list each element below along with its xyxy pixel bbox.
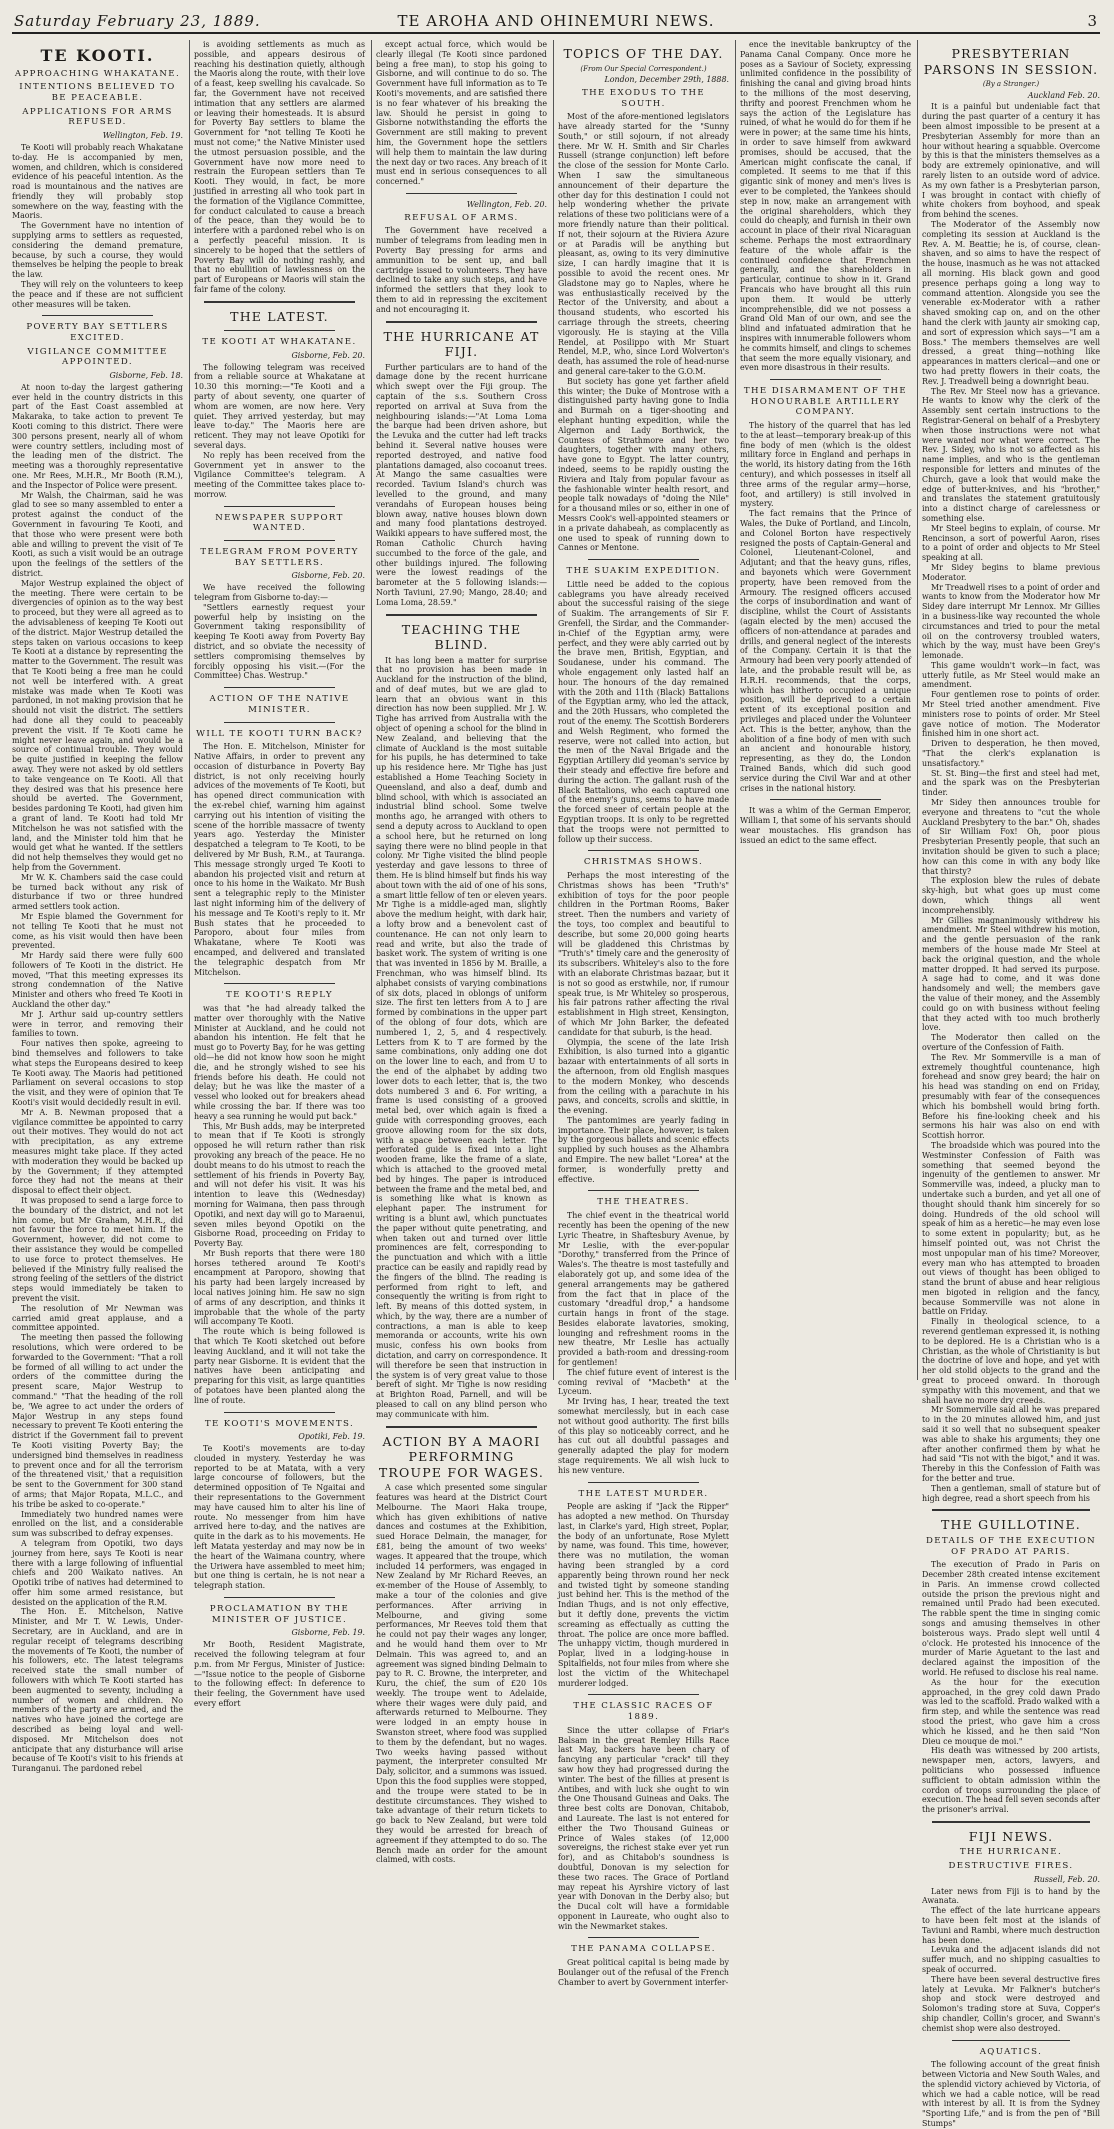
- column-4: [558, 40, 729, 1987]
- subheading: TE KOOTI'S MOVEMENTS.: [204, 1418, 355, 1429]
- subheading: THE DISARMAMENT OF THE HONOURABLE ARTILLERY COMPANY.: [743, 386, 908, 418]
- subheading: TE KOOTI AT WHAKATANE.: [202, 337, 357, 348]
- subheading: THE SUAKIM EXPEDITION.: [566, 566, 721, 577]
- dateline: Wellington, Feb. 20.: [466, 199, 547, 209]
- subheading: WILL TE KOOTI TURN BACK?: [196, 728, 363, 739]
- paragraph: The following telegram was received from a reliable source at Whakatane at 10.30 this morning:—"Te Kooti and a party of about seventy, one quarter of whom are women, are now here. Very quiet. They arrived yesterday, but may leave to-day." The Maoris here are reticent. They may not leave Opotiki for several days.: [194, 362, 365, 451]
- paragraph: Mr Espie blamed the Government for not telling Te Kooti that he must not come, as his visit would then have been prevented.: [12, 911, 183, 951]
- subheading: TE KOOTI'S REPLY: [226, 990, 333, 1001]
- paragraph: Olympia, the scene of the late Irish Exhibition, is also turned into a gigantic bazaar with entertainments of all sorts in the afternoon, from old English masques to the modern Monkey, who descends from the ceiling with a parachute in his paws, and conceits, scrolls and skittle, in the evening.: [558, 1037, 729, 1116]
- paragraph: The Rev. Mr Steel now has a grievance. He wants to know why the clerk of the Assembly sent certain instructions to the Registrar-General on behalf of a Presbytery when those instructions were not what were wanted nor what were correct. The Rev. J. Sidey, who is not so affected as his name implies, and who is the gentleman responsible for letters and minutes of the Church, gave a look that would make the edge of butter-knives, and his "brother," and translates the statement gratuitously into a distinct charge of carelessness or something else.: [922, 386, 1100, 523]
- section-divider: [932, 1821, 1090, 1823]
- paragraph: It was a whim of the German Emperor, William I, that some of his servants should wear moustaches. His grandson has issued an edict to the same effect.: [740, 806, 911, 845]
- section-divider: [386, 614, 537, 616]
- paragraph: Mr J. Arthur said up-country settlers were in terror, and removing their families to town.: [12, 1009, 183, 1039]
- paragraph: Perhaps the most interesting of the Christmas shows has been "Truth's" exhibition of toys for the poor people children in the Portman Rooms, Baker street. Then the numbers and variety of the toys, too complex and beautiful to describe, but some 20,000 going hearts will be gladdened this Christmas by "Truth's" timely care and the generosity of its subscribers. Whiteley's also to the fore with an elaborate Christmas bazaar, but it is not so good as erstwhile, nor, if rumour speak true, is Mr Whiteley so prosperous, his fair patrons rather affecting the rival establishment in High street, Kensington, of which Mr John Barker, the defeated candidate for that suburb, is the head.: [558, 870, 729, 1037]
- subheading: CHRISTMAS SHOWS.: [583, 857, 704, 868]
- article-headline: THE LATEST.: [230, 308, 329, 324]
- paragraph: was that "he had already talked the matter over thoroughly with the Native Minister at Auckland, and he could not abandon his intention. He felt that he must go to Poverty Bay, for he was getting old—he did not know how soon he might die, and he strongly wished to see his friends before his death. He could not delay; but he was like the master of a vessel who looked out for breakers ahead while crossing the bar. If there was too heavy a sea running he would put back.": [194, 1003, 365, 1121]
- subheading: DESTRUCTIVE FIRES.: [948, 1861, 1074, 1872]
- paragraph: Mr Steel begins to explain, of course. Mr Rencinson, a sort of powerful Aaron, rises to a point of order and objects to Mr Steel speaking at all.: [922, 523, 1100, 563]
- section-divider: [588, 1190, 699, 1191]
- paragraph: except actual force, which would be clearly illegal (Te Kooti since pardoned being a free man), to stop his going to Gisborne, and will continue to do so. The Government have full information as to Te Kooti's movements, and are satisfied there is no fear whatever of his breaking the law. Should he persist in going to Gisborne notwithstanding the efforts the Government are still making to prevent him, the Government hope the settlers will help them to maintain the law during the next day or two races. Any breach of it must end in serious consequences to all concerned.": [376, 40, 547, 187]
- paragraph: Mr Bush reports that there were 180 horses tethered around Te Kooti's encampment at Paroporo, showing that his party had been largely increased by local natives joining him. He saw no sign of arms of any description, and thinks it improbable that the whole of the party will accompany Te Kooti.: [194, 1248, 365, 1327]
- dateline: Russell, Feb. 20.: [1033, 1874, 1100, 1884]
- paragraph: Mr Sidey begins to blame previous Moderator.: [922, 562, 1100, 582]
- column-5: [740, 40, 911, 1380]
- paragraph: But society has gone yet farther afield this winter; the Duke of Montrose with a distinguished party having gone to India and Burmah on a tiger-shooting and elephant hunting expedition, while the Algernon and Lady Borthwick, the Countess of Strathmore and her two daughters, together with many others, have gone to Egypt. The latter country, indeed, seems to be rapidly ousting the Riviera and Italy from popular favour as the fashionable winter health resort, and people talk nowadays of "doing the Nile" for a thousand miles or so, either in one of Messrs Cook's well-appointed steamers or in a private dahabeah, as complacently as one used to speak of running down to Cannes or Mentone.: [558, 376, 729, 553]
- subheading: ACTION OF THE NATIVE MINISTER.: [209, 694, 350, 715]
- section-divider: [204, 301, 355, 303]
- paragraph: The Hon. E. Mitchelson, Minister for Native Affairs, in order to prevent any occasion of disturbance in Poverty Bay district, is not only receiving hourly advices of the movements of Te Kooti, but has opened direct communication with the ex-rebel chief, warning him against carrying out his intention of visiting the scene of the horrible massacre of twenty years ago. Yesterday the Minister despatched a telegram to Te Kooti, to be delivered by Mr Bush, R.M., at Tauranga. This message strongly urged Te Kooti to abandon his projected visit and return at once to his home in the Waikato. Mr Bush sent a telegraphic reply to the Minister last night informing him of the delivery of his message and Te Kooti's reply to it. Mr Bush states that he proceeded to Paroporo, about four miles from Whakatane, where Te Kooti was encamped, and delivered and translated the telegraphic despatch from Mr Mitchelson.: [194, 742, 365, 977]
- article-headline: FIJI NEWS.: [968, 1828, 1054, 1844]
- section-divider: [224, 506, 335, 507]
- paragraph: The explosion blew the rules of debate sky-high, but what goes up must come down, which things all went incomprehensibly.: [922, 876, 1100, 915]
- paragraph: Mr Hardy said there were fully 600 followers of Te Kooti in the district. He moved, "That this meeting expresses its strong condemnation of the Native Minister and others who freed Te Kooti in Auckland the other day.": [12, 951, 183, 1010]
- dateline: Wellington, Feb. 19.: [102, 131, 183, 141]
- subheading: THE THEATRES.: [597, 1197, 690, 1208]
- byline: (From Our Special Correspondent.): [580, 64, 707, 73]
- paragraph: Then a gentleman, small of stature but of high degree, read a short speech from his: [922, 1483, 1100, 1503]
- paragraph: The resolution of Mr Newman was carried amid great applause, and a committee appointed.: [12, 1303, 183, 1333]
- dateline: Gisborne, Feb. 20.: [291, 571, 365, 581]
- page-header: [12, 10, 1100, 34]
- paragraph: It has long been a matter for surprise that no provision has been made in Auckland for the instruction of the blind, and of deaf mutes, but we are glad to learn that an obvious want in this direction has now been supplied. Mr J. W. Tighe has arrived from Australia with the object of opening a school for the blind in New Zealand, and believing that the climate of Auckland is the most suitable for his pupils, he has determined to take up his residence here. Mr Tighe has just established a Home Teaching Society in Queensland, and also a deaf, dumb and blind school, with which is associated an industrial blind school. Some twelve months ago, he arranged with others to send a deputy across to Auckland to open a school here, but he returned on long saying there were no blind people in that colony. Mr Tighe visited the blind people yesterday and gave lessons to three of them. He is blind himself but finds his way about town with the aid of one of his sons, a smart little fellow of ten or eleven years. Mr Tighe is a middle-aged man, slightly above the medium height, with dark hair, a lofty brow and a benevolent cast of countenance. He can not only learn to read and write, but also the trade of basket work. The system of writing is one that was invented in 1856 by M. Braille, a Frenchman, who was himself blind. Its alphabet consists of varying combinations of six dots, placed in oblongs of uniform size. The first ten letters from A to J are formed by combinations in the upper part of the oblong of four dots, which are numbered 1, 2, 5, and 4 respectively. Letters from K to T are formed by the same combinations, only adding one dot on the lower line to each, and from U to the end of the alphabet by adding two lower dots to each letter, that is, the two dots numbered 3 and 6. For writing, a frame is used consisting of a grooved metal bed, over which again is fixed a guide with corresponding grooves, each groove allowing room for the six dots, with a space between each letter. The perforated guide is fixed into a light wooden frame, like the frame of a slate, which is attached to the grooved metal bed by hinges. The paper is introduced between the frame and the metal bed, and is something like what is known as elephant paper. The instrument for writing is a blunt awl, which punctuates the paper without quite penetrating, and when taken out and turned over little prominences are felt, corresponding to the punctuation and which with a little practice can be easily and rapidly read by the fingers of the blind. The reading is performed from right to left, and consequently the writing is from right to left. By means of this dotted system, in which, by the way, there are a number of contractions, a man is able to keep memoranda or accounts, write his own music, confess his own books from dictation, and carry on correspondence. It will therefore be seen that instruction in the system is of very great value to those bereft of sight. Mr Tighe is now residing at Brighton Road, Parnell, and will be pleased to call on any blind person who may communicate with him.: [376, 655, 547, 1419]
- paragraph: Driven to desperation, he then moved, "That the clerk's explanation is unsatisfactory.": [922, 739, 1100, 768]
- section-divider: [386, 321, 537, 323]
- subheading: DETAILS OF THE EXECUTION OF PRADO AT PARIS.: [925, 1535, 1097, 1557]
- paragraph: The following account of the great finish between Victoria and New South Wales, and the splendid victory achieved by Victoria, of which we had a cable notice, will be read with interest by all. It is from the Sydney "Sporting Life," and is from the pen of "Bill Stumps": [922, 2060, 1100, 2128]
- section-divider: [224, 330, 335, 331]
- article-headline: THE GUILLOTINE.: [941, 1517, 1081, 1533]
- paragraph: The Moderator then called on the overture of the Confession of Faith.: [922, 1033, 1100, 1052]
- dateline: Gisborne, Feb. 18.: [109, 371, 183, 381]
- paragraph: Mr W. K. Chambers said the case could be turned back without any risk of disturbance if two or three hundred armed settlers took action.: [12, 872, 183, 912]
- section-divider: [386, 1426, 537, 1428]
- subheading: APPLICATIONS FOR ARMS REFUSED.: [22, 106, 173, 128]
- paragraph: We have received the following telegram from Gisborne to-day:—: [194, 583, 365, 603]
- subheading: APPROACHING WHAKATANE.: [14, 68, 181, 79]
- section-divider: [224, 983, 335, 984]
- paragraph: Great political capital is being made by Boulanger out of the refusal of the French Chamber to avert by Government interfer-: [558, 1958, 729, 1987]
- article-headline: TE KOOTI.: [40, 46, 155, 65]
- subheading: PROCLAMATION BY THE MINISTER OF JUSTICE.: [209, 1604, 350, 1625]
- column-rule: [735, 40, 736, 1380]
- paragraph: The chief future event of interest is the coming revival of "Macbeth" at the Lyceum.: [558, 1367, 729, 1397]
- paragraph: His death was witnessed by 200 artists, newspaper men, actors, lawyers, and politicians who possessed influence sufficient to obtain admission within the cordon of troops surrounding the place of execution. The head fell seven seconds after the prisoner's arrival.: [922, 1746, 1100, 1815]
- subheading: AQUATICS.: [979, 2046, 1043, 2057]
- subheading: VIGILANCE COMMITTEE APPOINTED.: [27, 346, 168, 368]
- column-rule: [189, 40, 190, 1380]
- section-divider: [588, 559, 699, 560]
- section-divider: [588, 850, 699, 851]
- paragraph: The Hon. E. Mitchelson, Native Minister, and Mr T. W. Lewis, Under-Secretary, are in Auckland, and are in regular receipt of telegrams describing the movements of Te Kooti, the number of his followers, etc. The latest telegrams received state the small number of followers with which Te Kooti started has been augmented to seventy, including a number of women and children. No members of the party are armed, and the natives who have joined the cortege are described as being loyal and well-disposed. Mr Mitchelson does not anticipate that any disturbance will arise because of Te Kooti's visit to his friends at Turanganui. The pardoned rebel: [12, 1607, 183, 1774]
- paragraph: A case which presented some singular features was heard at the District Court Melbourne. The Maori Haka troupe, which has given exhibitions of native dances and costumes at the Exhibition, sued Horace Delmain, the manager, for £81, being the amount of two weeks' wages. It appeared that the troupe, which included 14 performers, was engaged in New Zealand by Mr Richard Reeves, an ex-member of the House of Assembly, to make a tour of the colonies and give performances. After arriving in Melbourne, and giving some performances, Mr Reeves told them that he could not pay their wages any longer, and he would hand them over to Mr Delmain. This was agreed to, and an agreement was signed binding Delmain to pay to R. C. Browne, the interpreter, and Kuru, the chief, the sum of £20 10s weekly. The troupe went to Adelaide, where their wages were duly paid, and afterwards returned to Melbourne. They were lodged in an empty house in Swanston street, where food was supplied to them by the defendant, but no wages. Two weeks having passed without payment, the interpreter consulted Mr Daly, solicitor, and a summons was issued. Upon this the food supplies were stopped, and the troupe were stated to be in destitute circumstances. They wished to take advantage of their return tickets to go back to New Zealand, but were told they would be arrested for breach of agreement if they attempted to do so. The Bench made an order for the amount claimed, with costs.: [376, 1483, 547, 1865]
- article-headline: TEACHING THE BLIND.: [401, 621, 522, 652]
- paragraph: No reply has been received from the Government yet in answer to the Vigilance Committee's telegram. A meeting of the Committee takes place to-morrow.: [194, 450, 365, 500]
- paragraph: Four natives then spoke, agreeing to bind themselves and followers to take what steps the Europeans desired to keep Te Kooti away. The Maoris had petitioned Parliament on several occasions to stop the visit, and they were of opinion that Te Kooti's visit would decidedly result in evil.: [12, 1039, 183, 1108]
- section-divider: [224, 722, 335, 723]
- byline: (By a Stranger.): [982, 80, 1040, 88]
- column-3: [376, 40, 547, 1865]
- paragraph: Since the utter collapse of Friar's Balsam in the great Remley Hills Race last May, backers have been chary of fancying any particular "crack" till they saw how they had progressed during the winter. The best of the fillies at present is Antibes, and with luck she ought to win the One Thousand Guineas and Oaks. The three best colts are Donovan, Chitabob, and Laureate. The last is not entered for either the Two Thousand Guineas or Prince of Wales stakes (of 12,000 sovereigns, the richest stake ever yet run for), and as Chitabob's soundness is doubtful, Donovan is my selection for these two races. The Grace of Portland may repeat his Ayrshire victory of last year with Donovan in the Derby also; but the Ducal colt will have a formidable opponent in Laureate, who ought also to win the Newmarket stakes.: [558, 1725, 729, 1931]
- paragraph: The execution of Prado in Paris on December 28th created intense excitement in Paris. An immense crowd collected outside the prison the previous night and remained until Prado had been executed. The rabble spent the time in singing comic songs and amusing themselves in other boisterous ways. Prado slept well until 4 o'clock. He protested his innocence of the murder of Marie Aguetant to the last and declared against the imposition of the world. He refused to disclose his real name.: [922, 1560, 1100, 1677]
- header-masthead: TE AROHA AND OHINEMURI NEWS.: [397, 12, 715, 30]
- dateline: London, December 29th, 1888.: [604, 75, 729, 85]
- section-divider: [932, 1509, 1090, 1511]
- section-divider: [406, 193, 517, 194]
- subheading: REFUSAL OF ARMS.: [404, 212, 519, 223]
- paragraph: Mr Sidey then announces trouble for everyone and threatens to "cut the whole Auckland Presbytery to the bar." Oh, shades of Sir William Fox! Oh, poor pious Presbyterian Presently people, that such an invitation should be given to such a place; how can this come in with any body like that thirsty?: [922, 798, 1100, 876]
- paragraph: This game wouldn't work—in fact, was utterly futile, as Mr Steel would make an amendment.: [922, 660, 1100, 690]
- dateline: Opotiki, Feb. 19.: [298, 1432, 365, 1442]
- paragraph: Mr Walsh, the Chairman, said he was glad to see so many assembled to enter a protest against the conduct of the Government in favouring Te Kooti, and that those who were present were both able and willing to prevent the visit of Te Kooti, as such a visit would be an outrage upon the feelings of the settlers of the district.: [12, 490, 183, 579]
- paragraph: The Rev. Mr Sommerville is a man of extremely thoughtful countenance, high forehead and snow grey beard; the hair on his head was standing on end on Friday, presumably with fear of the consequences which his bombshell would bring forth. Before his fine-looking cheek and his sermons his hair was also on end with Scottish horror.: [922, 1052, 1100, 1141]
- paragraph: is avoiding settlements as much as possible, and appears desirous of reaching his destination quietly, although the Maoris along the route, with their love of a feast, keep swelling his cavalcade. So far, the Government have not received intimation that any settlers are alarmed or leaving their homesteads. It is absurd for Poverty Bay settlers to blame the Government for "not telling Te Kooti he must not come;" the Native Minister used the utmost persuasion possible, and the Government have now more need to restrain the European settlers than Te Kooti. They would, in fact, be more justified in arresting all who took part in the formation of the Vigilance Committee, for conduct calculated to cause a breach of the peace, than they would be to interfere with a pardoned rebel who is on a perfectly peaceful mission. It is sincerely to be hoped that the settlers of Poverty Bay will do nothing rashly, and that no ebullition of lawlessness on the part of Europeans or Maoris will stain the fair fame of the colony.: [194, 40, 365, 294]
- section-divider: [770, 379, 881, 380]
- article-headline: TOPICS OF THE DAY.: [563, 46, 724, 61]
- article-headline: THE HURRICANE AT FIJI.: [383, 328, 540, 360]
- paragraph: As the hour for the execution approached, in the grey cold dawn Prado was led to the scaffold. Prado walked with a firm step, and while the sentence was read stood the priest, who gave him a cross which he kissed, and he then said "Non Dieu ce mouque de moi.": [922, 1677, 1100, 1746]
- column-rule: [917, 40, 918, 1380]
- section-divider: [224, 687, 335, 688]
- paragraph: People are asking if "Jack the Ripper" has adopted a new method. On Thursday last, in Clarke's yard, High street, Poplar, the body of an unfortunate, Rose Mylett by name, was found. This time, however, there was no mutilation, the woman having been strangled by a cord apparently being thrown round her neck and twisted tight by someone standing just behind her. This is the method of the Indian Thugs, and is not only effective, but it deftly done, prevents the victim screaming as effectually as cutting the throat. The police are once more baffled. The unhappy victim, though murdered in Poplar, lived in a lodging-house in Spitalfields, not four miles from where she lost the victim of the Whitechapel murderer lodged.: [558, 1502, 729, 1688]
- paragraph: "Settlers earnestly request your powerful help by insisting on the Government taking responsibility of keeping Te Kooti away from Poverty Bay district, and so obviate the necessity of settlers compromising themselves by forcibly opposing his visit.—(For the Committee) Chas. Westrup.": [194, 602, 365, 681]
- paragraph: The Government have no intention of supplying arms to settlers as requested, considering the demand premature, because, by such a course, they would themselves be helping the people to break the law.: [12, 221, 183, 280]
- paragraph: The route which is being followed is that which Te Kooti sketched out before leaving Auckland, and it will not take the party near Gisborne. It is evident that the natives have been anticipating and preparing for this visit, as large quantities of potatoes have been planted along the line of route.: [194, 1327, 365, 1405]
- column-2: [194, 40, 365, 1708]
- paragraph: The history of the quarrel that has led to the at least—temporary break-up of this fine body of men (which is the oldest military force in England and perhaps in the world, its history dating from the 16th century), and which possesses in itself all three arms of the regular army—horse, foot, and artillery) is still involved in mystery.: [740, 421, 911, 509]
- subheading: THE EXODUS TO THE SOUTH.: [581, 87, 706, 109]
- paragraph: Mr A. B. Newman proposed that a vigilance committee be appointed to carry out their motives. They would do not act with precipitation, as any extreme measures might take place. If they acted with moderation they would be backed up by the Government; if they attempted force they had not the means at their disposal to effect their object.: [12, 1107, 183, 1196]
- paragraph: Most of the afore-mentioned legislators have already started for the "Sunny South," or still sojourn, if not already there. Mr W. H. Smith and Sir Charles Russell (strange conjunction) left before the close of the session for Monte Carlo. When I saw the simultaneous announcement of their departure the other day for this destination I could not help wondering whether the private relations of these two politicians were of a more friendly nature than their political. If not, their sojourn at the Riviera Azure or at Paradis will be anything but pleasant, as, owing to its very diminutive size, I can hardly imagine that it is possible to avoid the recent ones. Mr Gladstone may go to Naples, where he was enthusiastically received by the Rector of the University, and about a thousand students, who escorted his carriage through the streets, cheering vigorously. He is staying at the Villa Rendel, at Posilippo with Mr Stuart Rendel, M.P., who, since Lord Wolverton's death, has assumed the role of head-nurse and general care-taker to the G.O.M.: [558, 112, 729, 376]
- paragraph: The effect of the late hurricane appears to have been felt most at the islands of Taviuni and Rambi, where much destruction has been done.: [922, 1906, 1100, 1945]
- subheading: THE CLASSIC RACES OF 1889.: [573, 1701, 714, 1723]
- subheading: INTENTIONS BELIEVED TO BE PEACEABLE.: [19, 82, 176, 104]
- paragraph: At noon to-day the largest gathering ever held in the country districts in this part of the East Coast assembled at Makaraka, to take action to prevent Te Kooti coming to this district. There were 300 persons present, nearly all of whom were country settlers, including most of the leading men of the district. The meeting was a thoroughly representative one. Mr Rees, M.H.R., Mr Booth (R.M.), and the Inspector of Police were present.: [12, 382, 183, 490]
- section-divider: [224, 1597, 335, 1598]
- dateline: Auckland Feb. 20.: [1027, 90, 1100, 100]
- paragraph: Mr Treadwell rises to a point of order and wants to know from the Moderator how Mr Sidey dare interrupt Mr Lennox. Mr Gillies in a business-like way recounted the whole circumstances and tried to pour the metal oil on the controversy troubled waters, which by the way, must have been Grey's lemonade.: [922, 582, 1100, 661]
- paragraph: Mr Booth, Resident Magistrate, received the following telegram at four p.m. from Mr Fergus, Minister of Justice:—"Issue notice to the people of Gisborne to the following effect: In deference to their feeling, the Government have used every effort: [194, 1640, 365, 1708]
- paragraph: Te Kooti's movements are to-day clouded in mystery. Yesterday he was reported to be at Matata, with a very large concourse of followers, but the determined opposition of Te Ngaitai and their representations to the Government may have caused him to alter his line of route. No messenger from him have arrived here to-day, and the natives are quite in the dark as to his movements. He left Matata yesterday and may now be in the heart of the Waimana country, where the Uriwera have assembled to meet him; but one thing is certain, he is not near a telegraph station.: [194, 1444, 365, 1591]
- paragraph: The chief event in the theatrical world recently has been the opening of the new Lyric Theatre, in Shaftesbury Avenue, by Mr Leslie, with the ever-popular "Dorothy," transferred from the Prince of Wales's. The theatre is most tastefully and elaborately got up, and some idea of the general arrangements may be gathered from the fact that in place of the customary "dreadful drop," a handsome curtain hangs in front of the stage. Besides elaborate lavatories, smoking, lounging and refreshment rooms in the new theatre, Mr Leslie has actually provided a bath-room and dressing-room for gentlemen!: [558, 1211, 729, 1368]
- paragraph: The broadside which was poured into the Westminster Confession of Faith was something that seemed beyond the ingenuity of the gentlemen to answer. Mr Sommerville was, indeed, a plucky man to undertake such a burden, and yet all one of thought should thank him sincerely for so doing. Hundreds of the old school will speak of him as a heretic—he may even lose to some extent in popularity; but, as he himself pointed out, was not Christ the most unpopular man of his time? Moreover, every man who has attempted to broaden out views of thought has been obliged to stand the brunt of abuse and hear religious men bigoted in religion and the fancy, because Sommerville was not alone in battle on Friday.: [922, 1140, 1100, 1317]
- section-divider: [952, 2040, 1070, 2041]
- paragraph: Major Westrup explained the object of the meeting. There were certain to be divergencies of opinion as to the way best to proceed, but they were all agreed as to the advisableness of keeping Te Kooti out of the district. Major Westrup detailed the steps taken on various occasions to keep Te Kooti at a distance by representing the matter to the Government. The result was that Te Kooti being a free man he could not well be interfered with. A great mistake was made when Te Kooti was pardoned, in not making provision that he should not visit the district. The settlers had done all they could to peaceably prevent the visit. If Te Kooti came he might never leave again, and would be a source of continual trouble. They would be quite justified in keeping the fellow away. They were not asked by old settlers to take vengeance on Te Kooti. All that they desired was that his presence here should be averted. The Government, besides pardoning Te Kooti, had given him a grant of land. Te Kooti had told Mr Mitchelson he was not satisfied with the land, and the Minister told him that he would get what he wanted. If the settlers did not help themselves they would get no help from the Government.: [12, 578, 183, 872]
- paragraph: Little need be added to the copious cablegrams you have already received about the successful raising of the siege of Suakim. The arrangements of Sir F. Grenfell, the Sirdar, and the Commander-in-Chief of the Egyptian army, were perfect, and they were ably carried out by the brave men, British, Egyptian, and Soudanese, under his command. The whole engagement only lasted half an hour. The honours of the day remained with the 20th and 11th (Black) Battalions of the Egyptian army, who led the attack, and the 20th Hussars, who completed the rout of the enemy. The Scottish Borderers and Welsh Regiment, who formed the reserve, were not called into action, but the men of the Naval Brigade and the Egyptian Artillery did yeoman's service by their steady and effective fire before and during the action. The gallant rush of the Black Battalions, who each captured one of the enemy's guns, seems to have made the forced sneer of certain people at the Egyptian troops. It is only to be regretted that the troops were not permitted to follow up their success.: [558, 579, 729, 844]
- paragraph: St. St. Bing—the first and steel had met, and the spark was on the Presbyterian tinder.: [922, 768, 1100, 798]
- section-divider: [224, 1412, 335, 1413]
- subheading: THE HURRICANE.: [959, 1847, 1063, 1858]
- dateline: Gisborne, Feb. 20.: [291, 350, 365, 360]
- article-headline: ACTION BY A MAORI PERFORMING TROUPE FOR WAGES.: [378, 1433, 545, 1480]
- paragraph: Mr Sommerville said all he was prepared to in the 20 minutes allowed him, and just said it so well that no subsequent speaker was able to shake his arguments; they one after another confirmed them by what he had said "Tis not with the bigot," and it was. Thereby in this the Confession of Faith was for the better and true.: [922, 1405, 1100, 1484]
- paragraph: Immediately two hundred names were enrolled on the list, and a considerable sum was subscribed to defray expenses.: [12, 1509, 183, 1539]
- paragraph: The meeting then passed the following resolutions, which were ordered to be forwarded to the Government: "That a roll be formed of all willing to act under the orders of the committee during the present scare, Major Westrup to command." "That the heading of the roll be, 'We agree to act under the orders of Major Westrup in any steps found necessary to prevent Te Kooti entering the district if the Government fail to prevent Te Kooti visiting Poverty Bay; the undersigned bind themselves in readiness to prevent once and for all the terrorism of the threatened visit,' that a requisition be sent to the Government for 300 stand of arms; that Major Ropata, M.L.C., and his tribe be asked to co-operate.": [12, 1333, 183, 1509]
- paragraph: This, Mr Bush adds, may be interpreted to mean that if Te Kooti is strongly opposed he will return rather than risk provoking any breach of the peace. He no doubt means to do his utmost to reach the settlement of his friends in Poverty Bay, and will not defer his visit. It was his intention to leave this (Wednesday) morning for Waimana, then pass through Opotiki, and next day will go to Maraenui, seven miles beyond Opotiki on the Gisborne Road, proceeding on Friday to Poverty Bay.: [194, 1121, 365, 1249]
- paragraph: Later news from Fiji is to hand by the Awanata.: [922, 1886, 1100, 1906]
- paragraph: The Government have received a number of telegrams from leading men in Poverty Bay pressing for arms and ammunition to be sent up, and ball cartridge issued to volunteers. They have declined to take any such steps, and have informed the settlers that they look to them to aid in repressing the excitement and not encouraging it.: [376, 226, 547, 314]
- article-headline: PRESBYTERIAN PARSONS IN SESSION.: [923, 46, 1099, 77]
- subheading: POVERTY BAY SETTLERS EXCITED.: [26, 322, 169, 344]
- subheading: TELEGRAM FROM POVERTY BAY SETTLERS.: [200, 547, 359, 568]
- section-divider: [224, 540, 335, 541]
- section-divider: [588, 1937, 699, 1938]
- paragraph: The fact remains that the Prince of Wales, the Duke of Portland, and Lincoln, and Colonel Borton have respectively resigned the posts of Captain-General and Colonel, Lieutenant-Colonel, and Adjutant; and that the heavy guns, rifles, and bayonets which were Government property, have been removed from the Armoury. The resigned officers accused the corps of insubordination and want of discipline, whilst the Court of Assistants (again elected by the men) accused the officers of non-attendance at parades and drills, and general neglect of the interests of the Company. Certain it is that the Armoury had been very poorly attended of late, and the probable result will be, as H.R.H. recommends, that the corps, which has hitherto occupied a unique position, will be deprived to a certain extent of its exceptional position and privileges and placed under the Volunteer Act. This is the better, anyhow, than the abolition of a fine body of men with such an ancient and honourable history, representing, as they do, the London Trained Bands, which did such good service during the Civil War and at other crises in the national history.: [740, 509, 911, 793]
- column-6: [922, 40, 1100, 2128]
- paragraph: Levuka and the adjacent islands did not suffer much, and no shipping casualties to speak of occurred.: [922, 1945, 1100, 1974]
- column-1: [12, 40, 183, 1774]
- section-divider: [42, 315, 153, 316]
- paragraph: The pantomimes are yearly fading in importance. Their place, however, is taken by the gorgeous ballets and scenic effects supplied by such houses as the Alhambra and Empire. The new ballet "Lorea" at the former, is wonderfully pretty and effective.: [558, 1115, 729, 1184]
- section-divider: [588, 1694, 699, 1695]
- paragraph: ence the inevitable bankruptcy of the Panama Canal Company. Once more he poses as a Saviour of Society, expressing unlimited confidence in the possibility of finishing the canal and giving broad hints to the millions of the most deserving, thrifty and poorest Frenchmen whom he says the action of the Legislature has ruined, of what he would do for them if he were in power; at the same time his hints, in order to save himself from awkward promises, should be accused, that the American might confiscate the canal, if completed. It seems to me that if this gigantic sink of money and men's lives is ever to be completed, the Yankees should step in now, make an arrangement with the original shareholders, which they could do cheaply, and furnish in their own account in place of their rival Nicaraguan scheme. Perhaps the most extraordinary feature of the whole affair is the continued confidence that Frenchmen generally, and the shareholders in particular, continue to show in it. Grand Francais who have brought all this ruin upon them. It would be utterly incomprehensible, did we not possess a Grand Old Man of our own, and see the blind and infatuated admiration that he inspires with innumerable followers whom he commits himself, and clings to schemes that seem the more equally visionary, and even more disastrous in their results.: [740, 40, 911, 373]
- paragraph: There have been several destructive fires lately at Levuka. Mr Falkner's butcher's shop and stock were destroyed and Solomon's trading store at Suva, Copper's ship chandler, Collin's grocer, and Swann's chemist shop were also destroyed.: [922, 1974, 1100, 2033]
- column-rule: [371, 40, 372, 1380]
- paragraph: The Moderator of the Assembly now completing its session at Auckland is the Rev. A. M. Beattie; he is, of course, clean-shaven, and so aims to have the respect of the house, inasmuch as he was not attacked all morning. His black gown and good presence perhaps going a long way to command attention. Alongside you see the venerable ex-Moderator with a rather shaved smoking cap on, and on the other hand the clerk with jaunty air smoking cap, and sort of expression which says—"I am a Boss." The members themselves are well dressed, a great thing—nothing like appearances in matters clerical—and one or two had pretty flowers in their coats, the Rev. J. Treadwell being a downright beau.: [922, 220, 1100, 386]
- dateline: Gisborne, Feb. 19.: [291, 1628, 365, 1638]
- paragraph: They will rely on the volunteers to keep the peace and if these are not sufficient other measures will be taken.: [12, 280, 183, 309]
- header-page-number: 3: [1087, 12, 1098, 30]
- paragraph: Four gentlemen rose to points of order. Mr Steel tried another amendment. Five ministers rose to points of order. Mr Steel gave notice of motion. The Moderator finished him in one short act.: [922, 690, 1100, 739]
- subheading: THE LATEST MURDER.: [578, 1488, 709, 1499]
- paragraph: Finally in theological science, to a reverend gentleman expressed it, is nothing to be deplored. He is a Christian who is a Christian, as the whole of Christianity is but the doctrine of love and hope, and yet with her old stolid objects to the grand and the great to proceed onward. In thorough sympathy with this movement, and that we shall have no more dry creeds.: [922, 1317, 1100, 1405]
- paragraph: It was proposed to send a large force to the boundary of the district, and not let him come, but Mr Graham, M.H.R., did not favour the force to meet him. If the Government, however, did not come to their assistance they would be compelled to use force to protect themselves. He believed if the Ministry fully realised the strong feeling of the settlers of the district steps would immediately be taken to prevent the visit.: [12, 1196, 183, 1303]
- paragraph: Mr Irving has, I hear, treated the text somewhat mercilessly, but in each case not without good authority. The first bills of this play so noticeably correct, and he has cut out all doubtful passages and generally adapted the play for modern stage requirements. We all wish luck to his new venture.: [558, 1397, 729, 1475]
- column-rule: [553, 40, 554, 1380]
- section-divider: [588, 1482, 699, 1483]
- paragraph: A telegram from Opotiki, two days journey from here, says Te Kooti is near there with a large following of influential chiefs and 200 Waikato natives. An Opotiki tribe of natives had determined to offer him some armed resistance, but desisted on the application of the R.M.: [12, 1538, 183, 1607]
- paragraph: Further particulars are to hand of the damage done by the recent hurricane which swept over the Fiji group. The captain of the s.s. Southern Cross reported on arrival at Suva from the neighbouring islands:—"At Loma Loma the barque had been driven ashore, but the Levuka and the cutter had left tracks behind it. Several native houses were reported destroyed, and native food plantations damaged, also cocoanut trees. At Mango the same casualties were recorded. Tavium Island's church was levelled to the ground, and many verandahs of European houses being blown away, native houses blown down and many food plantations destroyed. Waikiki appears to have suffered most, the Roman Catholic Church having succumbed to the force of the gale, and other buildings injured. The following were the lowest readings of the barometer at the 5 following islands:—North Taviuni, 27.90; Mango, 28.40; and Loma Loma, 28.59.": [376, 362, 547, 607]
- subheading: THE PANAMA COLLAPSE.: [571, 1944, 716, 1955]
- paragraph: It is a painful but undeniable fact that during the past quarter of a century it has been almost impossible to be present at a Presbyterian Assembly for more than an hour without hearing a squabble. Overcome by this is that the ministers themselves as a body are extremely opinionative, and will rarely listen to an outside word of advice. As my own father is a Presbyterian parson, I was brought in contact with chiefly of white chokers from boyhood, and speak from behind the scenes.: [922, 102, 1100, 220]
- paragraph: Te Kooti will probably reach Whakatane to-day. He is accompanied by men, women, and children, which is considered evidence of his peaceful intention. As the road is mountainous and the natives are friendly they will probably stop somewhere on the way, feasting with the Maoris.: [12, 142, 183, 221]
- header-date: Saturday February 23, 1889.: [14, 12, 261, 30]
- subheading: NEWSPAPER SUPPORT WANTED.: [215, 512, 344, 534]
- paragraph: Mr Gillies magnanimously withdrew his amendment. Mr Steel withdrew his motion, and the gentle persuasion of the rank members of the house made Mr Steel at back the original question, and the whole matter dropped. It had served its purpose. A sage had to come, and it was done handsomely and well; the members gave the value of their money, and the Assembly could go on with business without feeling that they acted with too much brotherly love.: [922, 915, 1100, 1033]
- section-divider: [770, 799, 881, 800]
